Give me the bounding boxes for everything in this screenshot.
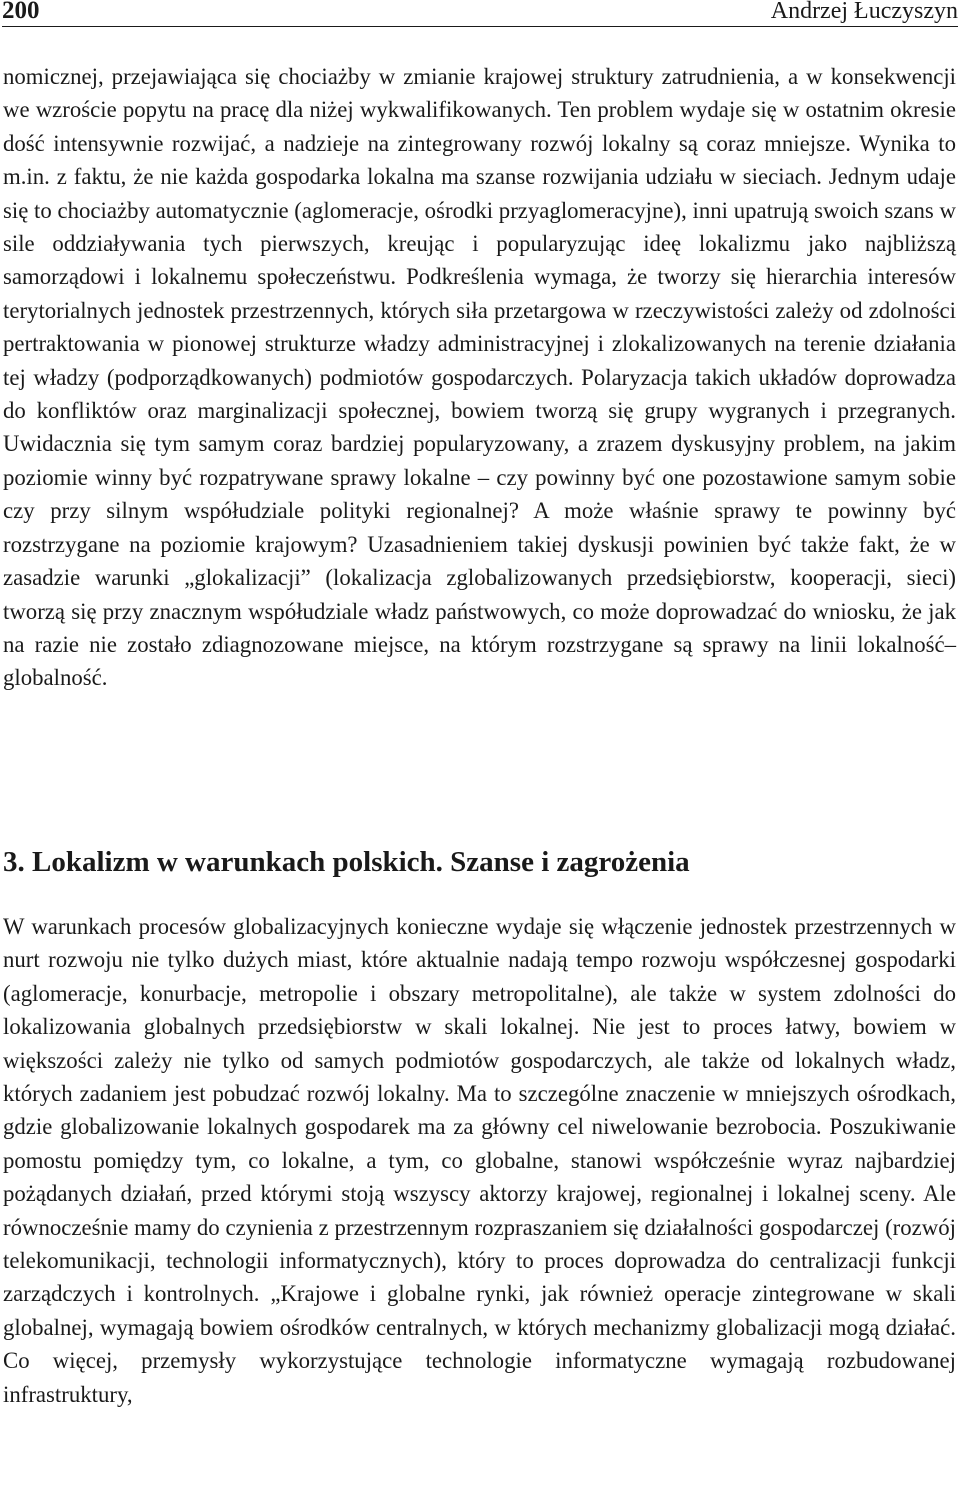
page-number: 200 <box>2 0 40 24</box>
paragraph-section-3: W warunkach procesów globalizacyjnych konieczne wydaje się włączenie jednostek przestrzennych w nurt rozwoju nie tylko dużych miast, które aktualnie nadają tempo rozwoju współczesnej gospodarki (aglomeracje, konurbacje, metropolie i obszary metropolitalne), ale także w system zdolności do lokalizowania globalnych przedsiębiorstw w skali lokalnej. Nie jest to proces łatwy, bowiem w większości zależy nie tylko od samych podmiotów gospodarczych, ale także od lokalnych władz, których zadaniem jest pobudzać rozwój lokalny. Ma to szczególne znaczenie w mniejszych ośrodkach, gdzie globalizowanie lokalnych gospodarek ma za główny cel niwelowanie bezrobocia. Poszukiwanie pomostu pomiędzy tym, co lokalne, a tym, co globalne, stanowi współcześnie wyraz najbardziej pożądanych działań, przed którymi stoją wszyscy aktorzy krajowej, regionalnej i lokalnej sceny. Ale równocześnie mamy do czynienia z przestrzennym rozpraszaniem się działalności gospodarczej (rozwój telekomunikacji, technologii informatycznych), który to proces doprowadza do centralizacji funkcji zarządczych i kontrolnych. „Krajowe i globalne rynki, jak również operacje zintegrowane w skali globalnej, wymagają bowiem ośrodków centralnych, w których mechanizmy globalizacji mogą działać. Co więcej, przemysły wykorzystujące technologie informatyczne wymagają rozbudowanej infrastruktury, <box>3 914 956 1407</box>
running-author: Andrzej Łuczyszyn <box>770 0 958 24</box>
section-heading: 3. Lokalizm w warunkach polskich. Szanse i zagrożenia <box>3 846 690 878</box>
paragraph-continued: nomicznej, przejawiająca się chociażby w zmianie krajowej struktury zatrudnienia, a w konsekwencji we wzroście popytu na pracę dla niżej wykwalifikowanych. Ten problem wydaje się w ostatnim okresie dość intensywnie rozwijać, a nadzieje na zintegrowany rozwój lokalny są coraz mniejsze. Wynika to m.in. z faktu, że nie każda gospodarka lokalna ma szanse rozwijania udziału w sieciach. Jednym udaje się to chociażby automatycznie (aglomeracje, ośrodki przyaglomeracyjne), inni upatrują swoich szans w sile oddziaływania tych pierwszych, kreując i popularyzując ideę lokalizmu jako najbliższą samorządowi i lokalnemu społeczeństwu. Podkreślenia wymaga, że tworzy się hierarchia interesów terytorialnych jednostek przestrzennych, których siła przetargowa w rzeczywistości zależy od zdolności pertraktowania w pionowej strukturze władzy administracyjnej i zlokalizowanych na terenie działania tej władzy (podporządkowanych) podmiotów gospodarczych. Polaryzacja takich układów doprowadza do konfliktów oraz marginalizacji społecznej, bowiem tworzą się grupy wygranych i przegranych. Uwidacznia się tym samym coraz bardziej popularyzowany, a zrazem dyskusyjny problem, na jakim poziomie winny być rozpatrywane sprawy lokalne – czy powinny być one pozostawione samym sobie czy przy silnym współudziale polityki regionalnej? A może właśnie sprawy te powinny być rozstrzygane na poziomie krajowym? Uzasadnieniem takiej dyskusji powinien być także fakt, że w zasadzie warunki „glokalizacji” (lokalizacja zglobalizowanych przedsiębiorstw, kooperacji, sieci) tworzą się przy znacznym współudziale władz państwowych, co może doprowadzać do wniosku, że jak na razie nie zostało zdiagnozowane miejsce, na którym rozstrzygane są sprawy na linii lokalność–globalność. <box>3 64 956 691</box>
running-header <box>2 0 958 27</box>
